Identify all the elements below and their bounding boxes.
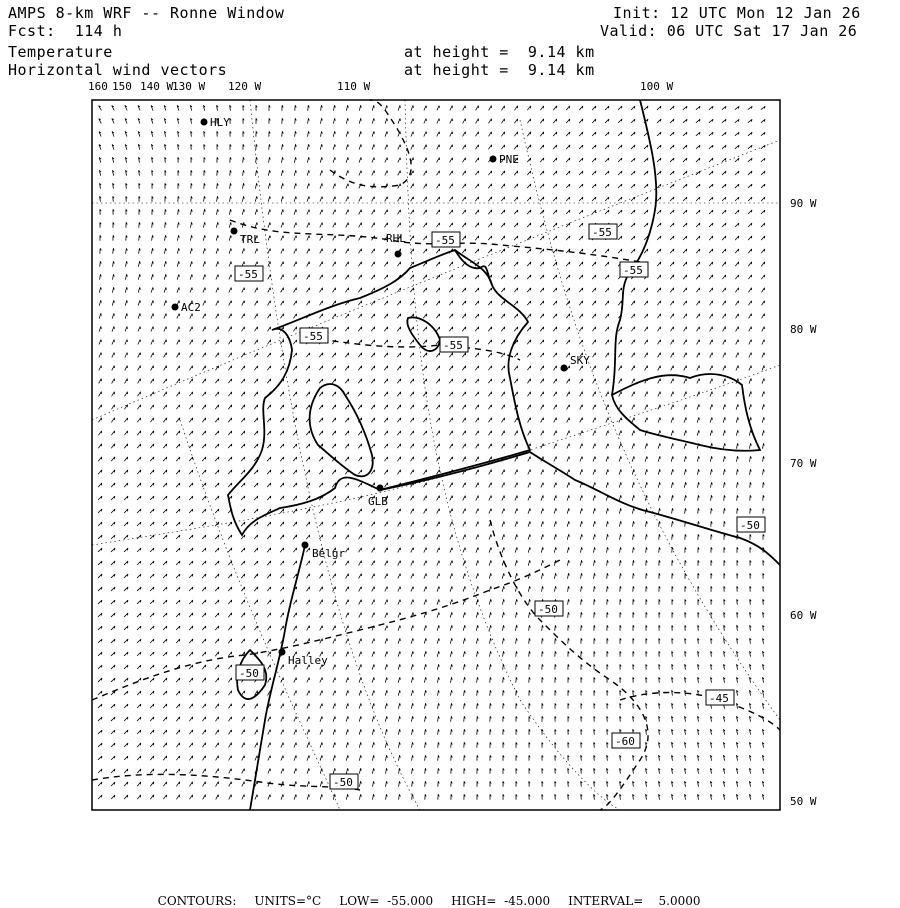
lon-label: 150 (112, 80, 132, 93)
contour-label (236, 665, 264, 680)
svg-text:-55: -55 (303, 330, 323, 343)
contour-label (589, 224, 617, 239)
legend-contours: CONTOURS: (157, 894, 237, 908)
station-sky (561, 354, 591, 372)
field1-height: at height = 9.14 km (404, 43, 595, 61)
map-frame (92, 100, 780, 810)
svg-text:-55: -55 (435, 234, 455, 247)
contour-label (432, 232, 460, 247)
station-trl (231, 228, 261, 247)
lon-label: 100 W (640, 80, 674, 93)
latitude-labels (790, 197, 817, 808)
svg-text:-50: -50 (239, 667, 259, 680)
station-rhl (386, 232, 406, 258)
inlet (455, 250, 492, 285)
contour-legend (150, 880, 719, 908)
svg-text:-55: -55 (238, 268, 258, 281)
contour-minus45 (620, 693, 780, 731)
svg-text:-50: -50 (538, 603, 558, 616)
svg-text:-50: -50 (333, 776, 353, 789)
contour-minus50-c (92, 774, 360, 790)
lon-label: 120 W (228, 80, 262, 93)
svg-text:-60: -60 (615, 735, 635, 748)
lon-label: 160 (88, 80, 108, 93)
svg-text:-50: -50 (740, 519, 760, 532)
legend-low: LOW= -55.000 (339, 894, 434, 908)
antarctic-peninsula-block (612, 374, 760, 451)
field1-name: Temperature (8, 43, 113, 61)
station-ac2 (172, 301, 201, 314)
station-hly (201, 116, 231, 129)
contour-minus55-c (330, 100, 411, 187)
contour-label (300, 328, 328, 343)
lat-line-70 (92, 365, 780, 545)
lon-label: 110 W (337, 80, 371, 93)
contour-label (620, 262, 648, 277)
lat-line-80 (92, 140, 780, 420)
contour-label (706, 690, 734, 705)
station-belgr (302, 542, 346, 561)
temperature-contours (92, 100, 780, 810)
svg-text:-45: -45 (709, 692, 729, 705)
svg-text:GLB: GLB (368, 495, 388, 508)
lat-label: 60 W (790, 609, 817, 622)
contour-label (235, 266, 263, 281)
svg-text:SKY: SKY (570, 354, 590, 367)
graticule (92, 100, 780, 810)
svg-text:AC2: AC2 (181, 301, 201, 314)
lat-label: 50 W (790, 795, 817, 808)
map-title: AMPS 8-km WRF -- Ronne Window (8, 4, 285, 22)
lat-label: 90 W (790, 197, 817, 210)
svg-text:Halley: Halley (288, 654, 328, 667)
contour-minus50-b (490, 520, 648, 810)
contour-label (330, 774, 358, 789)
lat-label: 70 W (790, 457, 817, 470)
field2-name: Horizontal wind vectors (8, 61, 228, 79)
lon-label: 130 W (172, 80, 206, 93)
wind-vector-field (98, 105, 765, 799)
legend-high: HIGH= -45.000 (451, 894, 551, 908)
field2-height: at height = 9.14 km (404, 61, 595, 79)
coast-east (380, 452, 780, 565)
init-time: Init: 12 UTC Mon 12 Jan 26 (613, 4, 861, 22)
lat-label: 80 W (790, 323, 817, 336)
svg-text:RHL: RHL (386, 232, 406, 245)
contour-label (612, 733, 640, 748)
svg-text:Belgr: Belgr (312, 547, 346, 560)
wind-vectors (98, 105, 765, 799)
svg-text:-55: -55 (592, 226, 612, 239)
contour-label (737, 517, 765, 532)
legend-interval: INTERVAL= 5.0000 (568, 894, 701, 908)
svg-text:HLY: HLY (210, 116, 230, 129)
svg-text:-55: -55 (623, 264, 643, 277)
longitude-labels (88, 80, 673, 93)
station-pne (490, 153, 519, 166)
contour-label (535, 601, 563, 616)
station-group (172, 116, 591, 667)
forecast-hour: Fcst: 114 h (8, 22, 123, 40)
lon-label: 140 W (140, 80, 174, 93)
svg-text:-55: -55 (443, 339, 463, 352)
valid-time: Valid: 06 UTC Sat 17 Jan 26 (600, 22, 858, 40)
contour-label (440, 337, 468, 352)
svg-text:TRL: TRL (240, 233, 260, 246)
svg-text:PNE: PNE (499, 153, 519, 166)
peninsula-spine (612, 100, 656, 395)
legend-units: UNITS=°C (254, 894, 322, 908)
station-halley (279, 649, 329, 668)
lon-line-100 (520, 120, 780, 720)
berkner-island (310, 384, 373, 476)
